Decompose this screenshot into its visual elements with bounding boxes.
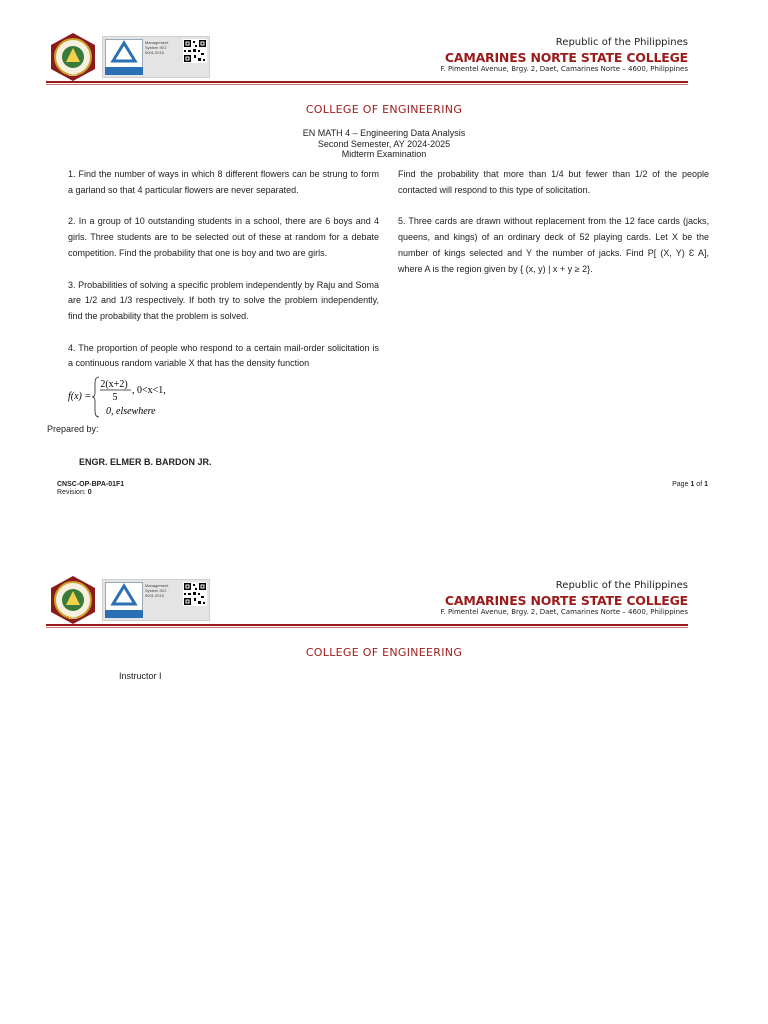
- revision: Revision: 0: [57, 489, 92, 496]
- density-function-formula: [68, 375, 208, 419]
- iso-text: Management System ISO 9001:2015: [145, 583, 169, 598]
- instructor-title: Instructor I: [119, 671, 162, 681]
- question-4-continued: Find the probability that more than 1/4 but fewer than 1/2 of the people contacted will respond to this type of solicitation.: [398, 169, 709, 195]
- formula-else: 0, elsewhere: [106, 406, 156, 417]
- college-of-engineering-page-2: COLLEGE OF ENGINEERING: [305, 646, 463, 659]
- svg-text:1992: 1992: [68, 72, 78, 77]
- header-rule: [46, 624, 688, 626]
- letterhead: [46, 32, 688, 92]
- question-4: 4. The proportion of people who respond to a certain mail-order solicitation is a continuous random variable X that has the density function: [68, 342, 379, 369]
- course-title: EN MATH 4 – Engineering Data Analysis: [302, 128, 466, 138]
- college-seal-icon: [48, 575, 98, 625]
- question-1: 1. Find the number of ways in which 8 different flowers can be strung to form a garland so that 4 particular flowers are never separated.: [68, 169, 379, 195]
- college-name: CAMARINES NORTE STATE COLLEGE: [444, 50, 688, 65]
- iso-text: Management System ISO 9001:2015: [145, 40, 169, 55]
- header-rule-thin: [46, 84, 688, 85]
- tuv-bar: [105, 610, 143, 618]
- formula-lhs: f(x) =: [68, 391, 92, 402]
- college-address: F. Pimentel Avenue, Brgy. 2, Daet, Camarines Norte – 4600, Philippines: [440, 608, 688, 616]
- svg-text:1992: 1992: [68, 615, 78, 620]
- right-column: [398, 167, 709, 293]
- formula-numerator: 2(x+2): [100, 379, 128, 390]
- page-number: Page 1 of 1: [672, 481, 708, 488]
- instructor-name: ENGR. ELMER B. BARDON JR.: [79, 457, 212, 467]
- college-seal-icon: [48, 32, 98, 82]
- college-address: F. Pimentel Avenue, Brgy. 2, Daet, Camarines Norte – 4600, Philippines: [440, 65, 688, 73]
- tuv-bar: [105, 67, 143, 75]
- iso-certification-badge: [102, 579, 210, 621]
- header-rule: [46, 81, 688, 83]
- formula-condition: , 0<x<1,: [132, 385, 166, 396]
- republic-text: Republic of the Philippines: [555, 37, 688, 48]
- question-3: 3. Probabilities of solving a specific problem independently by Raju and Soma are 1/2 and 1/3 respectively. If both try to solve the problem independently, find the probability that the problem is solved.: [68, 279, 379, 321]
- formula-denominator: 5: [112, 392, 118, 403]
- tuv-triangle-icon: [106, 40, 142, 64]
- qr-code-icon: [183, 582, 207, 606]
- republic-text: Republic of the Philippines: [555, 580, 688, 591]
- question-5: 5. Three cards are drawn without replacement from the 12 face cards (jacks, queens, and kings) of an ordinary deck of 52 playing cards. Let X be the number of kings selected and Y the number of jacks. Find P[ (X, Y) Ɛ A], where A is the region given by { (x, y) | x + y ≥ 2}.: [398, 216, 709, 274]
- iso-certification-badge: [102, 36, 210, 78]
- prepared-by: Prepared by:: [47, 424, 99, 434]
- qr-code-icon: [183, 39, 207, 63]
- header-rule-thin: [46, 627, 688, 628]
- semester: Second Semester, AY 2024-2025: [317, 138, 451, 149]
- document-code-block: [57, 481, 124, 497]
- tuv-triangle-icon: [106, 583, 142, 607]
- college-name: CAMARINES NORTE STATE COLLEGE: [444, 593, 688, 608]
- letterhead-page-2: [46, 575, 688, 635]
- exam-type: Midterm Examination: [341, 149, 427, 159]
- college-of-engineering: COLLEGE OF ENGINEERING: [305, 103, 463, 116]
- document-code: CNSC-OP-BPA-01F1: [57, 481, 125, 488]
- course-info: [0, 128, 768, 160]
- left-column: [68, 167, 379, 388]
- question-2: 2. In a group of 10 outstanding students in a school, there are 6 boys and 4 girls. Three students are to be selected out of these at random for a debate competition. Find the probability that one is boy and two are girls.: [68, 216, 379, 258]
